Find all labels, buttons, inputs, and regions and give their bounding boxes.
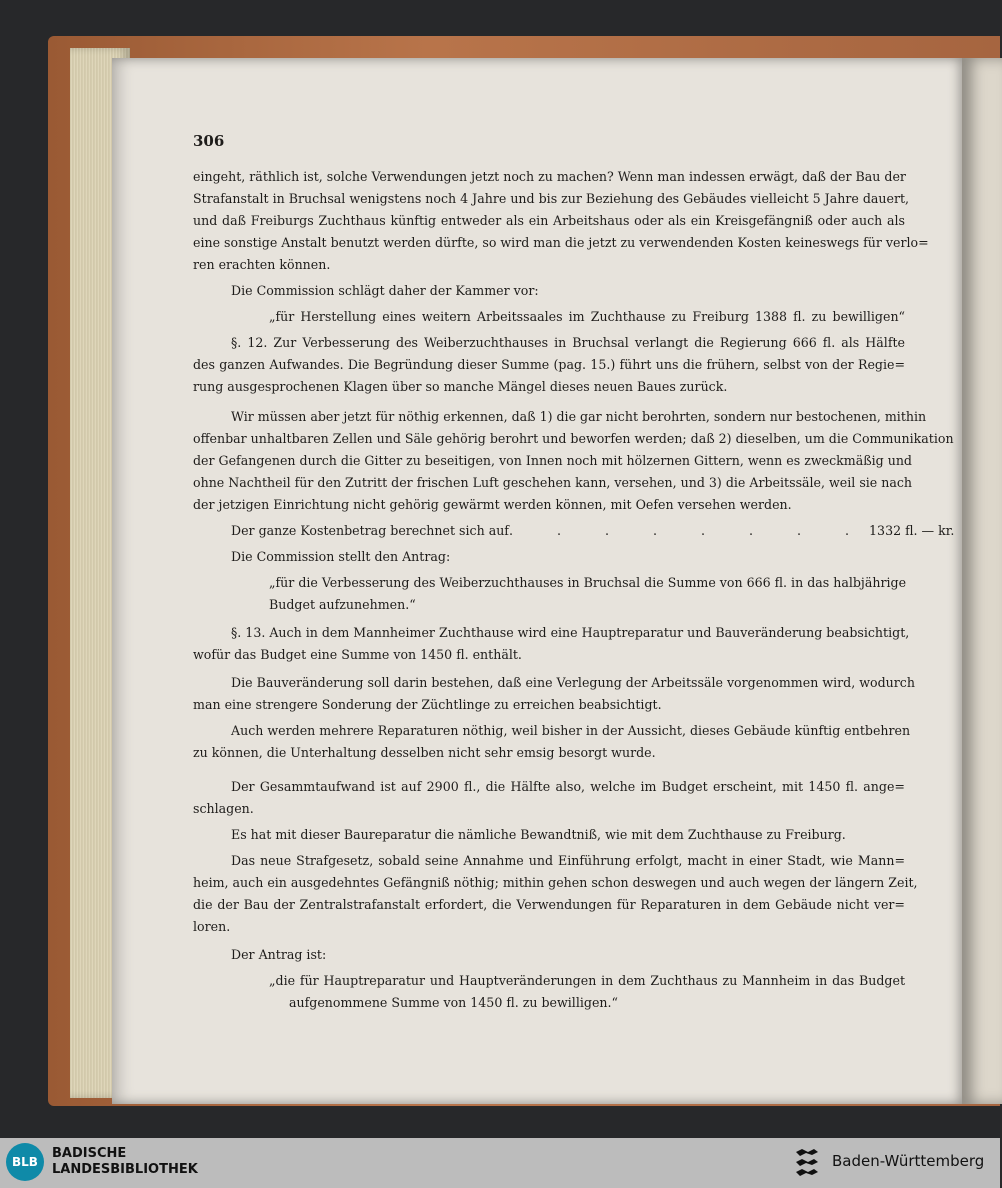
leader-dots: . . . . . . . . xyxy=(508,523,870,538)
baden-wuerttemberg-lions-icon xyxy=(792,1146,822,1180)
motion-line: „die für Hauptreparatur und Hauptveränderungen in dem Zuchthaus zu Mannheim in das Budget xyxy=(269,973,905,988)
text-line: Es hat mit dieser Baureparatur die nämliche Bewandtniß, wie mit dem Zuchthause zu Freiburg. xyxy=(231,827,846,842)
motion-line: Budget aufzunehmen.“ xyxy=(269,597,416,612)
text-line: Das neue Strafgesetz, sobald seine Annahme und Einführung erfolgt, macht in einer Stadt, wie Mann= xyxy=(231,853,905,868)
motion-line: aufgenommene Summe von 1450 fl. zu bewilligen.“ xyxy=(289,995,618,1010)
text-line: der jetzigen Einrichtung nicht gehörig gewärmt werden können, mit Oefen versehen werden. xyxy=(193,497,792,512)
text-line: man eine strengere Sonderung der Züchtlinge zu erreichen beabsichtigt. xyxy=(193,697,662,712)
text-line: Wir müssen aber jetzt für nöthig erkennen, daß 1) die gar nicht berohrten, sondern nur bestochenen, mithin xyxy=(231,409,927,424)
text-line: Auch werden mehrere Reparaturen nöthig, weil bisher in der Aussicht, dieses Gebäude künftig entbehren xyxy=(231,723,911,738)
library-name-line2: LANDESBIBLIOTHEK xyxy=(52,1162,198,1177)
text-line: ohne Nachtheil für den Zutritt der frischen Luft geschehen kann, versehen, und 3) die Arbeitssäle, weil sie nach xyxy=(193,475,913,490)
cost-amount: 1332 fl. — kr. xyxy=(869,523,955,538)
motion-line: „für die Verbesserung des Weiberzuchthauses in Bruchsal die Summe von 666 fl. in das halbjährige xyxy=(269,575,907,590)
text-line: Der Gesammtaufwand ist auf 2900 fl., die Hälfte also, welche im Budget erscheint, mit 1450 fl. ange= xyxy=(231,779,905,794)
text-line: zu können, die Unterhaltung desselben nicht sehr emsig besorgt wurde. xyxy=(193,745,656,760)
text-line: ren erachten können. xyxy=(193,257,331,272)
state-name: Baden-Württemberg xyxy=(832,1152,985,1170)
text-line: die der Bau der Zentralstrafanstalt erfordert, die Verwendungen für Reparaturen in dem Gebäude nicht ver= xyxy=(193,897,905,912)
facing-page-edge xyxy=(962,58,1002,1104)
page-number: 306 xyxy=(193,132,225,150)
library-name xyxy=(52,1146,198,1178)
text-line: offenbar unhaltbaren Zellen und Säle gehörig berohrt und beworfen werden; daß 2) dieselben, um die Communikation xyxy=(193,431,954,446)
section-13-heading: §. 13. Auch in dem Mannheimer Zuchthause wird eine Hauptreparatur und Bauveränderung beabsichtigt, xyxy=(231,625,910,640)
cost-label: Der ganze Kostenbetrag berechnet sich auf xyxy=(231,523,509,538)
text-line: Die Bauveränderung soll darin bestehen, daß eine Verlegung der Arbeitssäle vorgenommen wird, wodurch xyxy=(231,675,915,690)
viewer-footer xyxy=(0,1138,1000,1188)
text-line: Die Commission stellt den Antrag: xyxy=(231,549,451,564)
text-line: und daß Freiburgs Zuchthaus künftig entweder als ein Arbeitshaus oder als ein Kreisgefängniß oder auch als xyxy=(193,213,905,228)
blb-logo[interactable]: BLB xyxy=(6,1143,44,1181)
text-line: heim, auch ein ausgedehntes Gefängniß nöthig; mithin gehen schon deswegen und auch wegen der längern Zeit, xyxy=(193,875,918,890)
text-line: eingeht, räthlich ist, solche Verwendungen jetzt noch zu machen? Wenn man indessen erwägt, daß der Bau der xyxy=(193,169,906,184)
text-line: des ganzen Aufwandes. Die Begründung dieser Summe (pag. 15.) führt uns die frühern, selbst von der Regie= xyxy=(193,357,905,372)
library-name-line1: BADISCHE xyxy=(52,1146,127,1161)
text-line: Strafanstalt in Bruchsal wenigstens noch 4 Jahre und bis zur Beziehung des Gebäudes vielleicht 5 Jahre dauert, xyxy=(193,191,910,206)
cost-total-line xyxy=(231,520,955,542)
text-line: Die Commission schlägt daher der Kammer vor: xyxy=(231,283,539,298)
text-line: der Gefangenen durch die Gitter zu beseitigen, von Innen noch mit hölzernen Gittern, wenn es zweckmäßig und xyxy=(193,453,912,468)
text-line: eine sonstige Anstalt benutzt werden dürfte, so wird man die jetzt zu verwendenden Kosten keineswegs für verlo= xyxy=(193,235,929,250)
text-line: wofür das Budget eine Summe von 1450 fl. enthält. xyxy=(193,647,522,662)
text-line: schlagen. xyxy=(193,801,254,816)
text-line: loren. xyxy=(193,919,231,934)
section-12-heading: §. 12. Zur Verbesserung des Weiberzuchthauses in Bruchsal verlangt die Regierung 666 fl. als Hälfte xyxy=(231,335,905,350)
text-line: Der Antrag ist: xyxy=(231,947,327,962)
motion-line: „für Herstellung eines weitern Arbeitssaales im Zuchthause zu Freiburg 1388 fl. zu bewilligen“ xyxy=(269,309,905,324)
text-line: rung ausgesprochenen Klagen über so manche Mängel dieses neuen Baues zurück. xyxy=(193,379,728,394)
